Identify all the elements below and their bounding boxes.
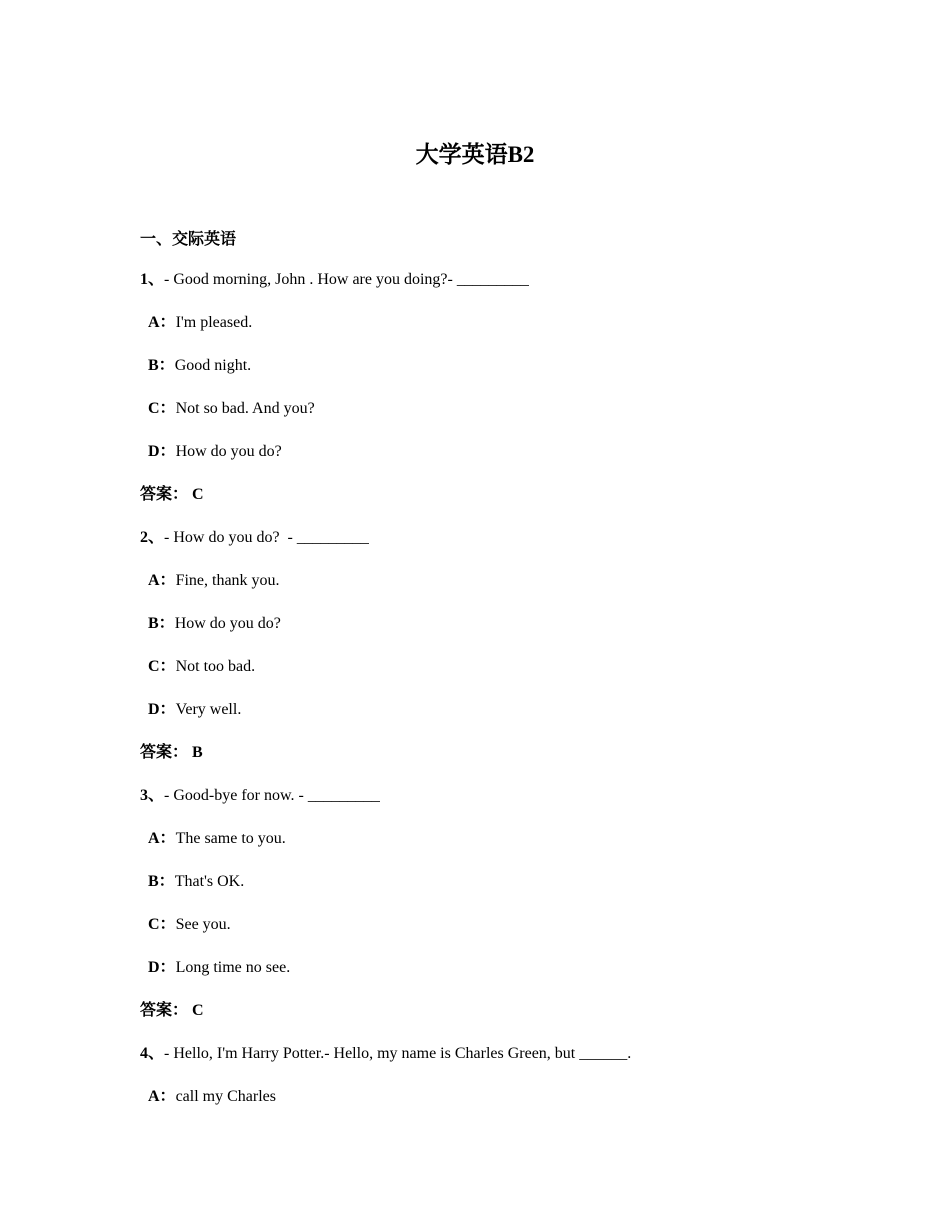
question-stem: [140, 784, 840, 827]
option-c: [140, 397, 840, 440]
question-stem: [140, 1042, 840, 1085]
option-d: [140, 956, 840, 999]
answer-line: [140, 483, 840, 526]
option-text: I'm pleased.: [175, 314, 253, 331]
option-c: [140, 913, 840, 956]
question-list: [140, 268, 840, 1128]
option-letter: D：: [148, 443, 176, 460]
question-number: 1、: [140, 271, 165, 288]
option-letter: D：: [148, 959, 176, 976]
option-letter: B：: [148, 615, 175, 632]
option-letter: B：: [148, 357, 175, 374]
option-text: Good night.: [174, 357, 252, 374]
option-a: [140, 827, 840, 870]
option-d: [140, 440, 840, 483]
option-b: [140, 870, 840, 913]
option-letter: B：: [148, 873, 175, 890]
option-letter: D：: [148, 701, 176, 718]
option-c: [140, 655, 840, 698]
option-letter: A：: [148, 572, 176, 589]
answer-label: 答案：: [140, 1002, 189, 1019]
option-d: [140, 698, 840, 741]
answer-line: [140, 741, 840, 784]
option-text: Fine, thank you.: [175, 572, 280, 589]
option-text: How do you do?: [174, 615, 281, 632]
option-letter: C：: [148, 400, 176, 417]
question-stem: [140, 268, 840, 311]
option-text: See you.: [175, 916, 231, 933]
option-text: Very well.: [175, 701, 242, 718]
document-title: 大学英语B2: [415, 142, 535, 167]
option-text: Long time no see.: [175, 959, 291, 976]
option-text: The same to you.: [175, 830, 286, 847]
option-text: Not too bad.: [175, 658, 256, 675]
option-a: [140, 569, 840, 612]
option-a: [140, 1085, 840, 1128]
question-text: - Good morning, John . How are you doing?- _________: [164, 271, 529, 288]
option-letter: C：: [148, 658, 176, 675]
option-text: call my Charles: [175, 1088, 276, 1105]
option-letter: A：: [148, 1088, 176, 1105]
section-heading: 一、交际英语: [140, 231, 237, 248]
question-stem: [140, 526, 840, 569]
question-number: 2、: [140, 529, 165, 546]
option-text: Not so bad. And you?: [175, 400, 315, 417]
question-number: 4、: [140, 1045, 165, 1062]
option-b: [140, 354, 840, 397]
question-number: 3、: [140, 787, 165, 804]
answer-label: 答案：: [140, 486, 189, 503]
answer-value: C: [192, 486, 204, 503]
question-text: - Hello, I'm Harry Potter.- Hello, my name is Charles Green, but ______.: [164, 1045, 632, 1062]
option-letter: A：: [148, 314, 176, 331]
question-text: - How do you do? - _________: [164, 529, 369, 546]
option-letter: C：: [148, 916, 176, 933]
answer-value: C: [192, 1002, 204, 1019]
option-text: That's OK.: [174, 873, 245, 890]
option-b: [140, 612, 840, 655]
answer-value: B: [192, 744, 203, 761]
question-text: - Good-bye for now. - _________: [164, 787, 380, 804]
answer-line: [140, 999, 840, 1042]
option-a: [140, 311, 840, 354]
option-letter: A：: [148, 830, 176, 847]
answer-label: 答案：: [140, 744, 189, 761]
option-text: How do you do?: [175, 443, 282, 460]
